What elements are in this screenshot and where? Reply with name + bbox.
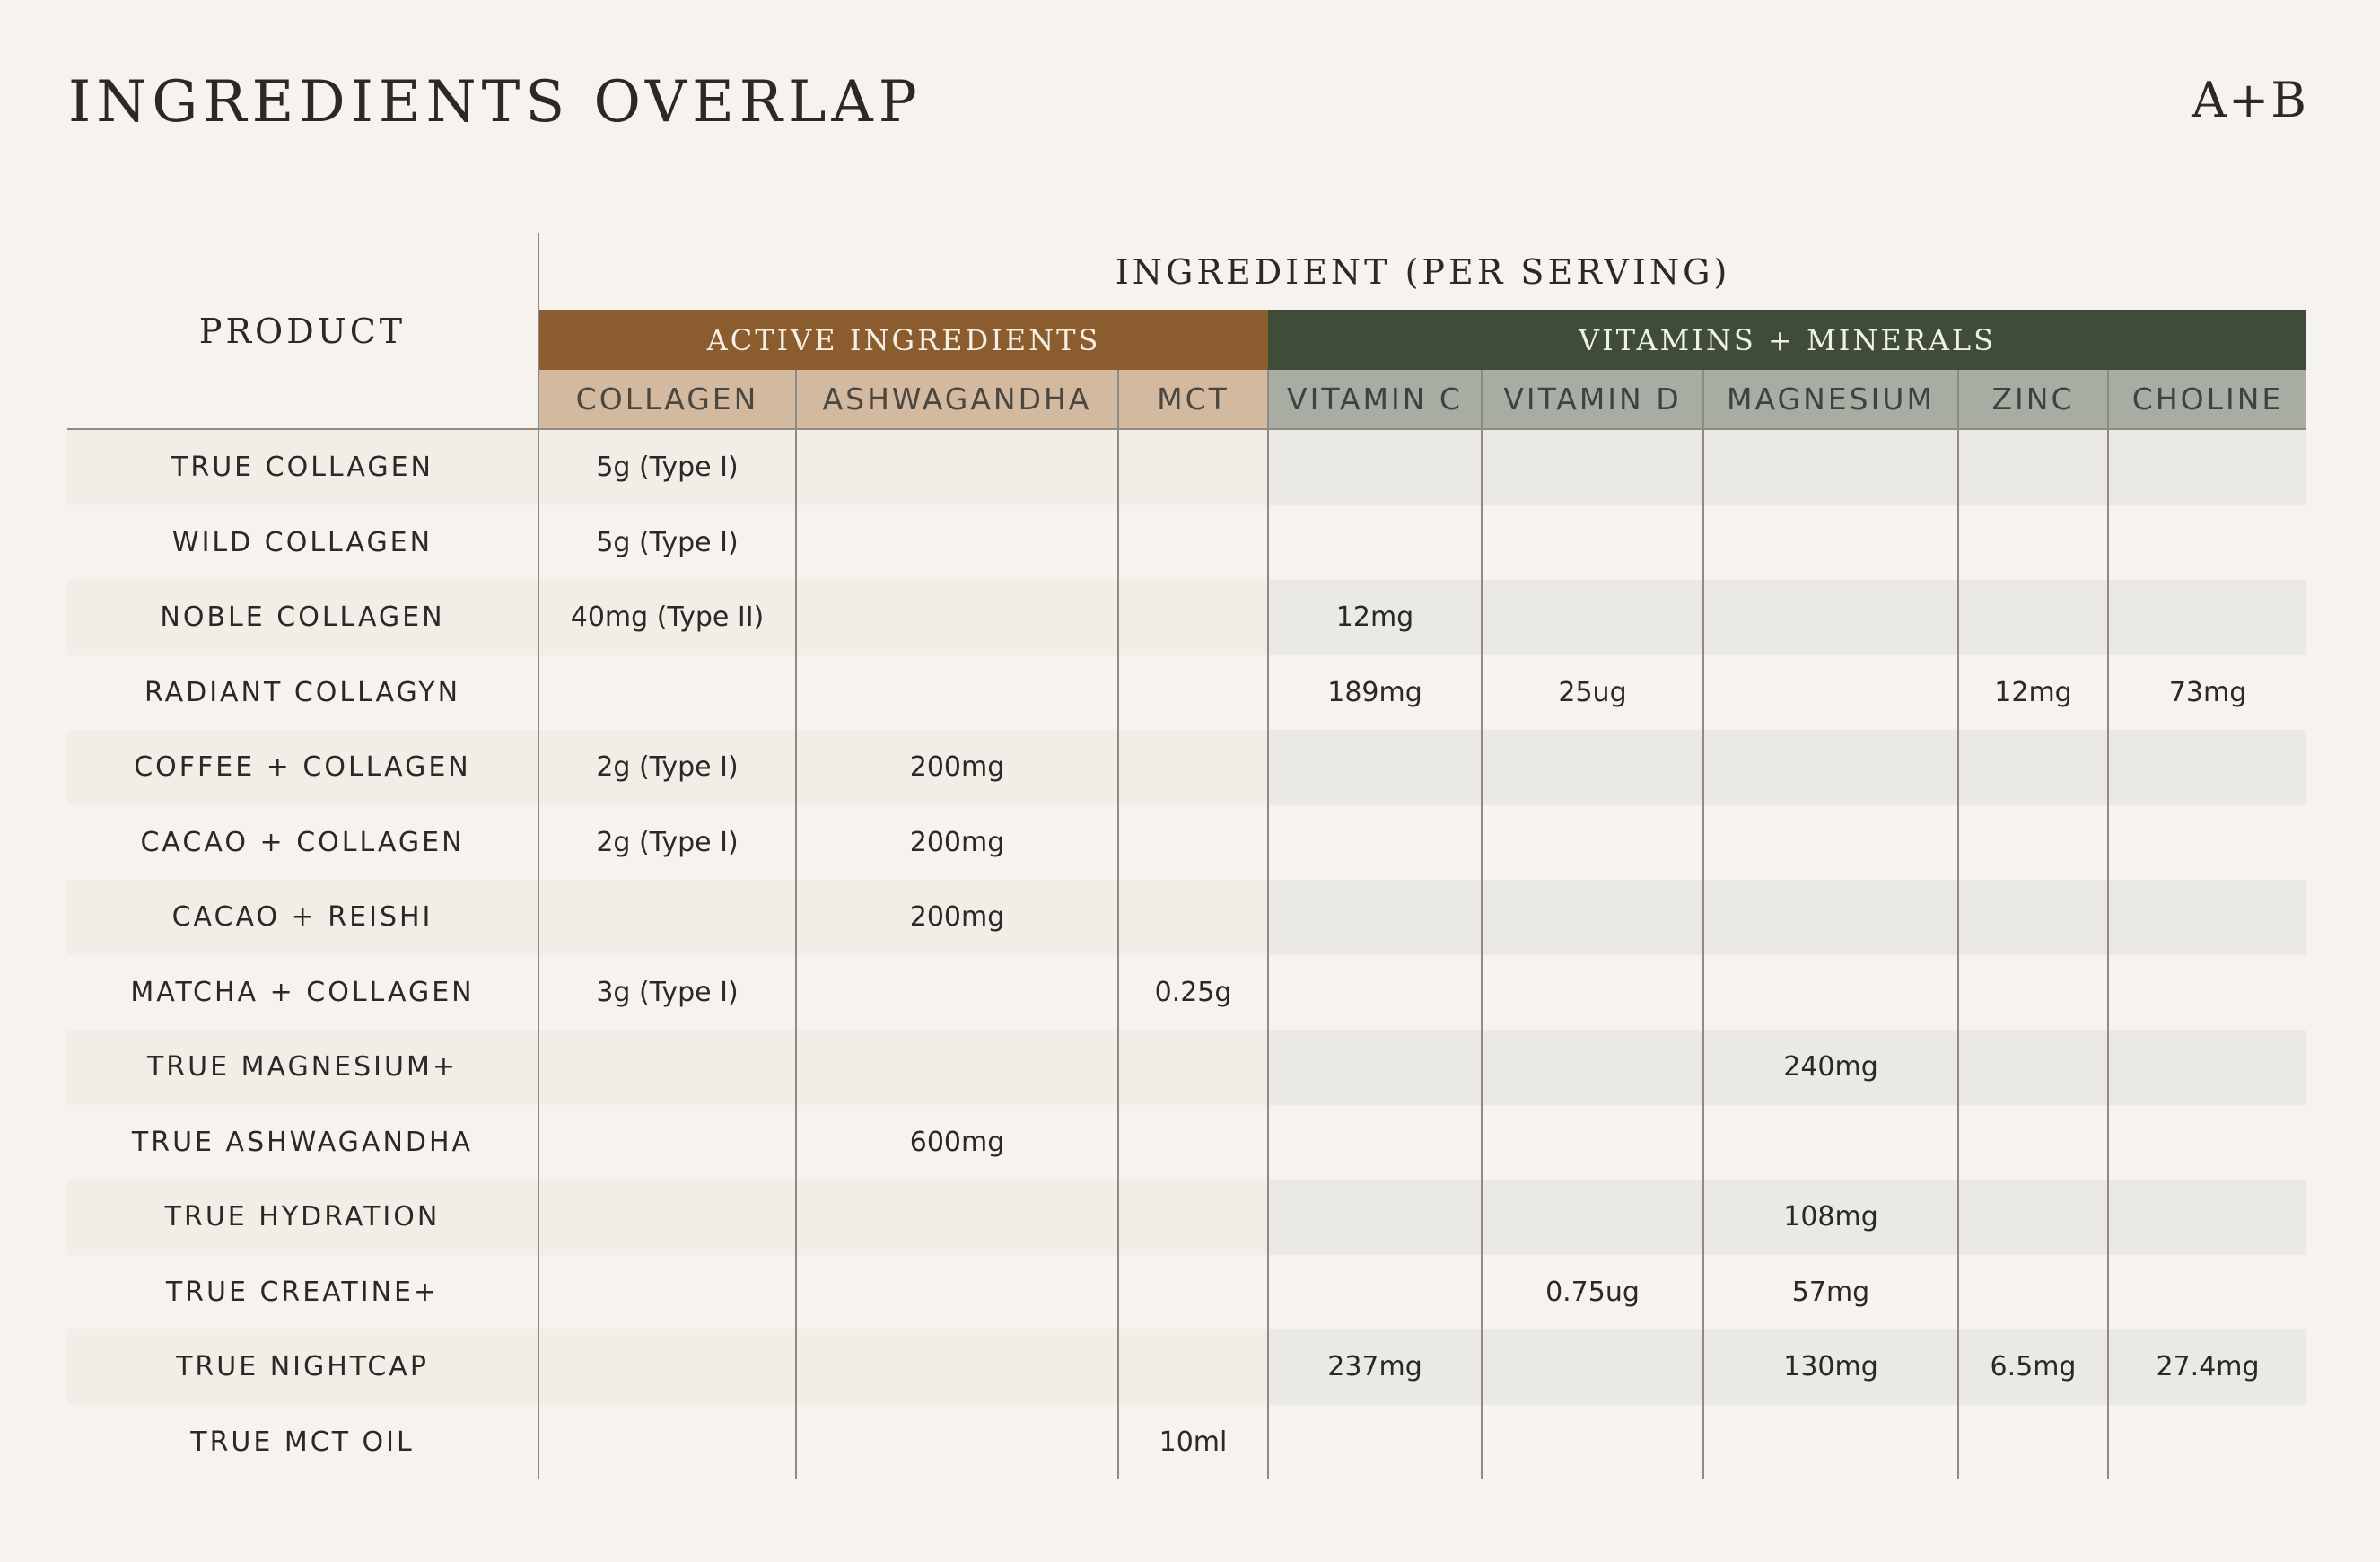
cell-collagen <box>538 1255 796 1330</box>
cell-zinc <box>1958 1255 2108 1330</box>
cell-collagen <box>538 1030 796 1105</box>
cell-zinc <box>1958 730 2108 805</box>
cell-mct <box>1118 805 1268 881</box>
cell-ashwagandha: 600mg <box>796 1105 1118 1180</box>
table-row <box>67 1180 2306 1255</box>
cell-magnesium <box>1703 880 1958 955</box>
table-row <box>67 1105 2306 1180</box>
cell-vitamin-d: 0.75ug <box>1482 1255 1703 1330</box>
product-column-header: PRODUCT <box>67 233 538 429</box>
cell-mct <box>1118 655 1268 731</box>
product-name: CACAO + COLLAGEN <box>67 805 538 881</box>
table-row <box>67 505 2306 581</box>
cell-vitamin-c <box>1268 1180 1482 1255</box>
cell-vitamin-c: 237mg <box>1268 1329 1482 1405</box>
product-name: RADIANT COLLAGYN <box>67 655 538 731</box>
cell-vitamin-c: 12mg <box>1268 580 1482 655</box>
cell-vitamin-c <box>1268 955 1482 1031</box>
column-header-collagen: COLLAGEN <box>538 370 796 429</box>
cell-vitamin-c <box>1268 880 1482 955</box>
cell-mct: 10ml <box>1118 1405 1268 1480</box>
table-row <box>67 1329 2306 1405</box>
product-name: WILD COLLAGEN <box>67 505 538 581</box>
cell-magnesium: 240mg <box>1703 1030 1958 1105</box>
table-row <box>67 955 2306 1031</box>
cell-collagen: 5g (Type I) <box>538 505 796 581</box>
cell-zinc <box>1958 429 2108 505</box>
cell-mct <box>1118 1180 1268 1255</box>
cell-ashwagandha <box>796 1405 1118 1480</box>
cell-choline <box>2108 429 2306 505</box>
product-name: TRUE HYDRATION <box>67 1180 538 1255</box>
product-name: TRUE CREATINE+ <box>67 1255 538 1330</box>
cell-mct <box>1118 580 1268 655</box>
column-header-vitamin-d: VITAMIN D <box>1482 370 1703 429</box>
cell-ashwagandha <box>796 505 1118 581</box>
cell-ashwagandha: 200mg <box>796 805 1118 881</box>
cell-choline <box>2108 505 2306 581</box>
cell-zinc: 12mg <box>1958 655 2108 731</box>
cell-vitamin-c <box>1268 730 1482 805</box>
cell-mct <box>1118 730 1268 805</box>
cell-zinc <box>1958 805 2108 881</box>
cell-magnesium <box>1703 730 1958 805</box>
cell-collagen: 5g (Type I) <box>538 429 796 505</box>
cell-magnesium <box>1703 1105 1958 1180</box>
cell-ashwagandha: 200mg <box>796 730 1118 805</box>
cell-mct <box>1118 1105 1268 1180</box>
product-name: TRUE ASHWAGANDHA <box>67 1105 538 1180</box>
product-name: TRUE MCT OIL <box>67 1405 538 1480</box>
cell-zinc <box>1958 1180 2108 1255</box>
cell-vitamin-d <box>1482 880 1703 955</box>
cell-vitamin-c <box>1268 1255 1482 1330</box>
cell-choline <box>2108 1405 2306 1480</box>
cell-mct <box>1118 1030 1268 1105</box>
vitamins-minerals-header: VITAMINS + MINERALS <box>1268 310 2306 370</box>
table-row <box>67 1255 2306 1330</box>
cell-vitamin-c <box>1268 805 1482 881</box>
cell-ashwagandha <box>796 1329 1118 1405</box>
cell-vitamin-d <box>1482 580 1703 655</box>
cell-zinc <box>1958 505 2108 581</box>
cell-choline <box>2108 580 2306 655</box>
cell-vitamin-d <box>1482 1105 1703 1180</box>
cell-choline <box>2108 1180 2306 1255</box>
column-header-ashwagandha: ASHWAGANDHA <box>796 370 1118 429</box>
ingredient-header: INGREDIENT (PER SERVING) <box>1115 251 1731 292</box>
cell-ashwagandha <box>796 580 1118 655</box>
cell-ashwagandha <box>796 429 1118 505</box>
cell-mct <box>1118 880 1268 955</box>
cell-mct: 0.25g <box>1118 955 1268 1031</box>
table-row <box>67 880 2306 955</box>
cell-vitamin-c <box>1268 1105 1482 1180</box>
cell-magnesium: 57mg <box>1703 1255 1958 1330</box>
column-header-vitamin-c: VITAMIN C <box>1268 370 1482 429</box>
cell-magnesium: 108mg <box>1703 1180 1958 1255</box>
cell-mct <box>1118 1255 1268 1330</box>
cell-magnesium: 130mg <box>1703 1329 1958 1405</box>
table-body <box>67 429 2306 1479</box>
ingredients-table <box>67 233 2306 1479</box>
cell-vitamin-d <box>1482 955 1703 1031</box>
cell-zinc <box>1958 1405 2108 1480</box>
cell-collagen: 3g (Type I) <box>538 955 796 1031</box>
cell-ashwagandha <box>796 1255 1118 1330</box>
cell-ashwagandha <box>796 655 1118 731</box>
brand-logo: A+B <box>2192 72 2308 128</box>
product-name: TRUE COLLAGEN <box>67 429 538 505</box>
cell-vitamin-c <box>1268 429 1482 505</box>
cell-choline <box>2108 1030 2306 1105</box>
cell-vitamin-d <box>1482 805 1703 881</box>
cell-vitamin-c: 189mg <box>1268 655 1482 731</box>
product-name: TRUE NIGHTCAP <box>67 1329 538 1405</box>
product-name: CACAO + REISHI <box>67 880 538 955</box>
cell-mct <box>1118 429 1268 505</box>
cell-choline <box>2108 955 2306 1031</box>
cell-collagen <box>538 655 796 731</box>
cell-magnesium <box>1703 955 1958 1031</box>
column-header-magnesium: MAGNESIUM <box>1703 370 1958 429</box>
cell-zinc <box>1958 1030 2108 1105</box>
column-header-choline: CHOLINE <box>2108 370 2306 429</box>
cell-collagen <box>538 1329 796 1405</box>
cell-collagen: 2g (Type I) <box>538 805 796 881</box>
cell-magnesium <box>1703 580 1958 655</box>
page-title: INGREDIENTS OVERLAP <box>68 69 923 136</box>
cell-collagen <box>538 1180 796 1255</box>
column-header-zinc: ZINC <box>1958 370 2108 429</box>
cell-collagen: 2g (Type I) <box>538 730 796 805</box>
cell-zinc <box>1958 880 2108 955</box>
cell-zinc <box>1958 580 2108 655</box>
table-row <box>67 580 2306 655</box>
product-name: TRUE MAGNESIUM+ <box>67 1030 538 1105</box>
product-name: COFFEE + COLLAGEN <box>67 730 538 805</box>
cell-ashwagandha <box>796 1030 1118 1105</box>
cell-vitamin-d <box>1482 1329 1703 1405</box>
cell-vitamin-c <box>1268 505 1482 581</box>
table-row <box>67 730 2306 805</box>
product-name: NOBLE COLLAGEN <box>67 580 538 655</box>
cell-magnesium <box>1703 655 1958 731</box>
cell-vitamin-c <box>1268 1030 1482 1105</box>
cell-vitamin-d <box>1482 505 1703 581</box>
cell-magnesium <box>1703 1405 1958 1480</box>
cell-choline: 27.4mg <box>2108 1329 2306 1405</box>
cell-magnesium <box>1703 429 1958 505</box>
cell-zinc: 6.5mg <box>1958 1329 2108 1405</box>
cell-collagen: 40mg (Type II) <box>538 580 796 655</box>
cell-zinc <box>1958 955 2108 1031</box>
cell-vitamin-d <box>1482 429 1703 505</box>
cell-choline <box>2108 1105 2306 1180</box>
table-row <box>67 805 2306 881</box>
cell-choline: 73mg <box>2108 655 2306 731</box>
active-ingredients-header: ACTIVE INGREDIENTS <box>538 310 1268 370</box>
column-header-mct: MCT <box>1118 370 1268 429</box>
cell-collagen <box>538 1405 796 1480</box>
cell-zinc <box>1958 1105 2108 1180</box>
cell-vitamin-d <box>1482 1405 1703 1480</box>
cell-collagen <box>538 880 796 955</box>
cell-vitamin-d <box>1482 1030 1703 1105</box>
cell-mct <box>1118 505 1268 581</box>
table-row <box>67 1030 2306 1105</box>
cell-magnesium <box>1703 505 1958 581</box>
cell-magnesium <box>1703 805 1958 881</box>
cell-ashwagandha <box>796 1180 1118 1255</box>
cell-choline <box>2108 805 2306 881</box>
cell-vitamin-c <box>1268 1405 1482 1480</box>
cell-choline <box>2108 1255 2306 1330</box>
table-row <box>67 429 2306 505</box>
cell-ashwagandha <box>796 955 1118 1031</box>
cell-choline <box>2108 880 2306 955</box>
cell-vitamin-d: 25ug <box>1482 655 1703 731</box>
cell-vitamin-d <box>1482 1180 1703 1255</box>
cell-mct <box>1118 1329 1268 1405</box>
table-row <box>67 1405 2306 1480</box>
cell-vitamin-d <box>1482 730 1703 805</box>
cell-choline <box>2108 730 2306 805</box>
cell-collagen <box>538 1105 796 1180</box>
product-name: MATCHA + COLLAGEN <box>67 955 538 1031</box>
table-row <box>67 655 2306 731</box>
cell-ashwagandha: 200mg <box>796 880 1118 955</box>
